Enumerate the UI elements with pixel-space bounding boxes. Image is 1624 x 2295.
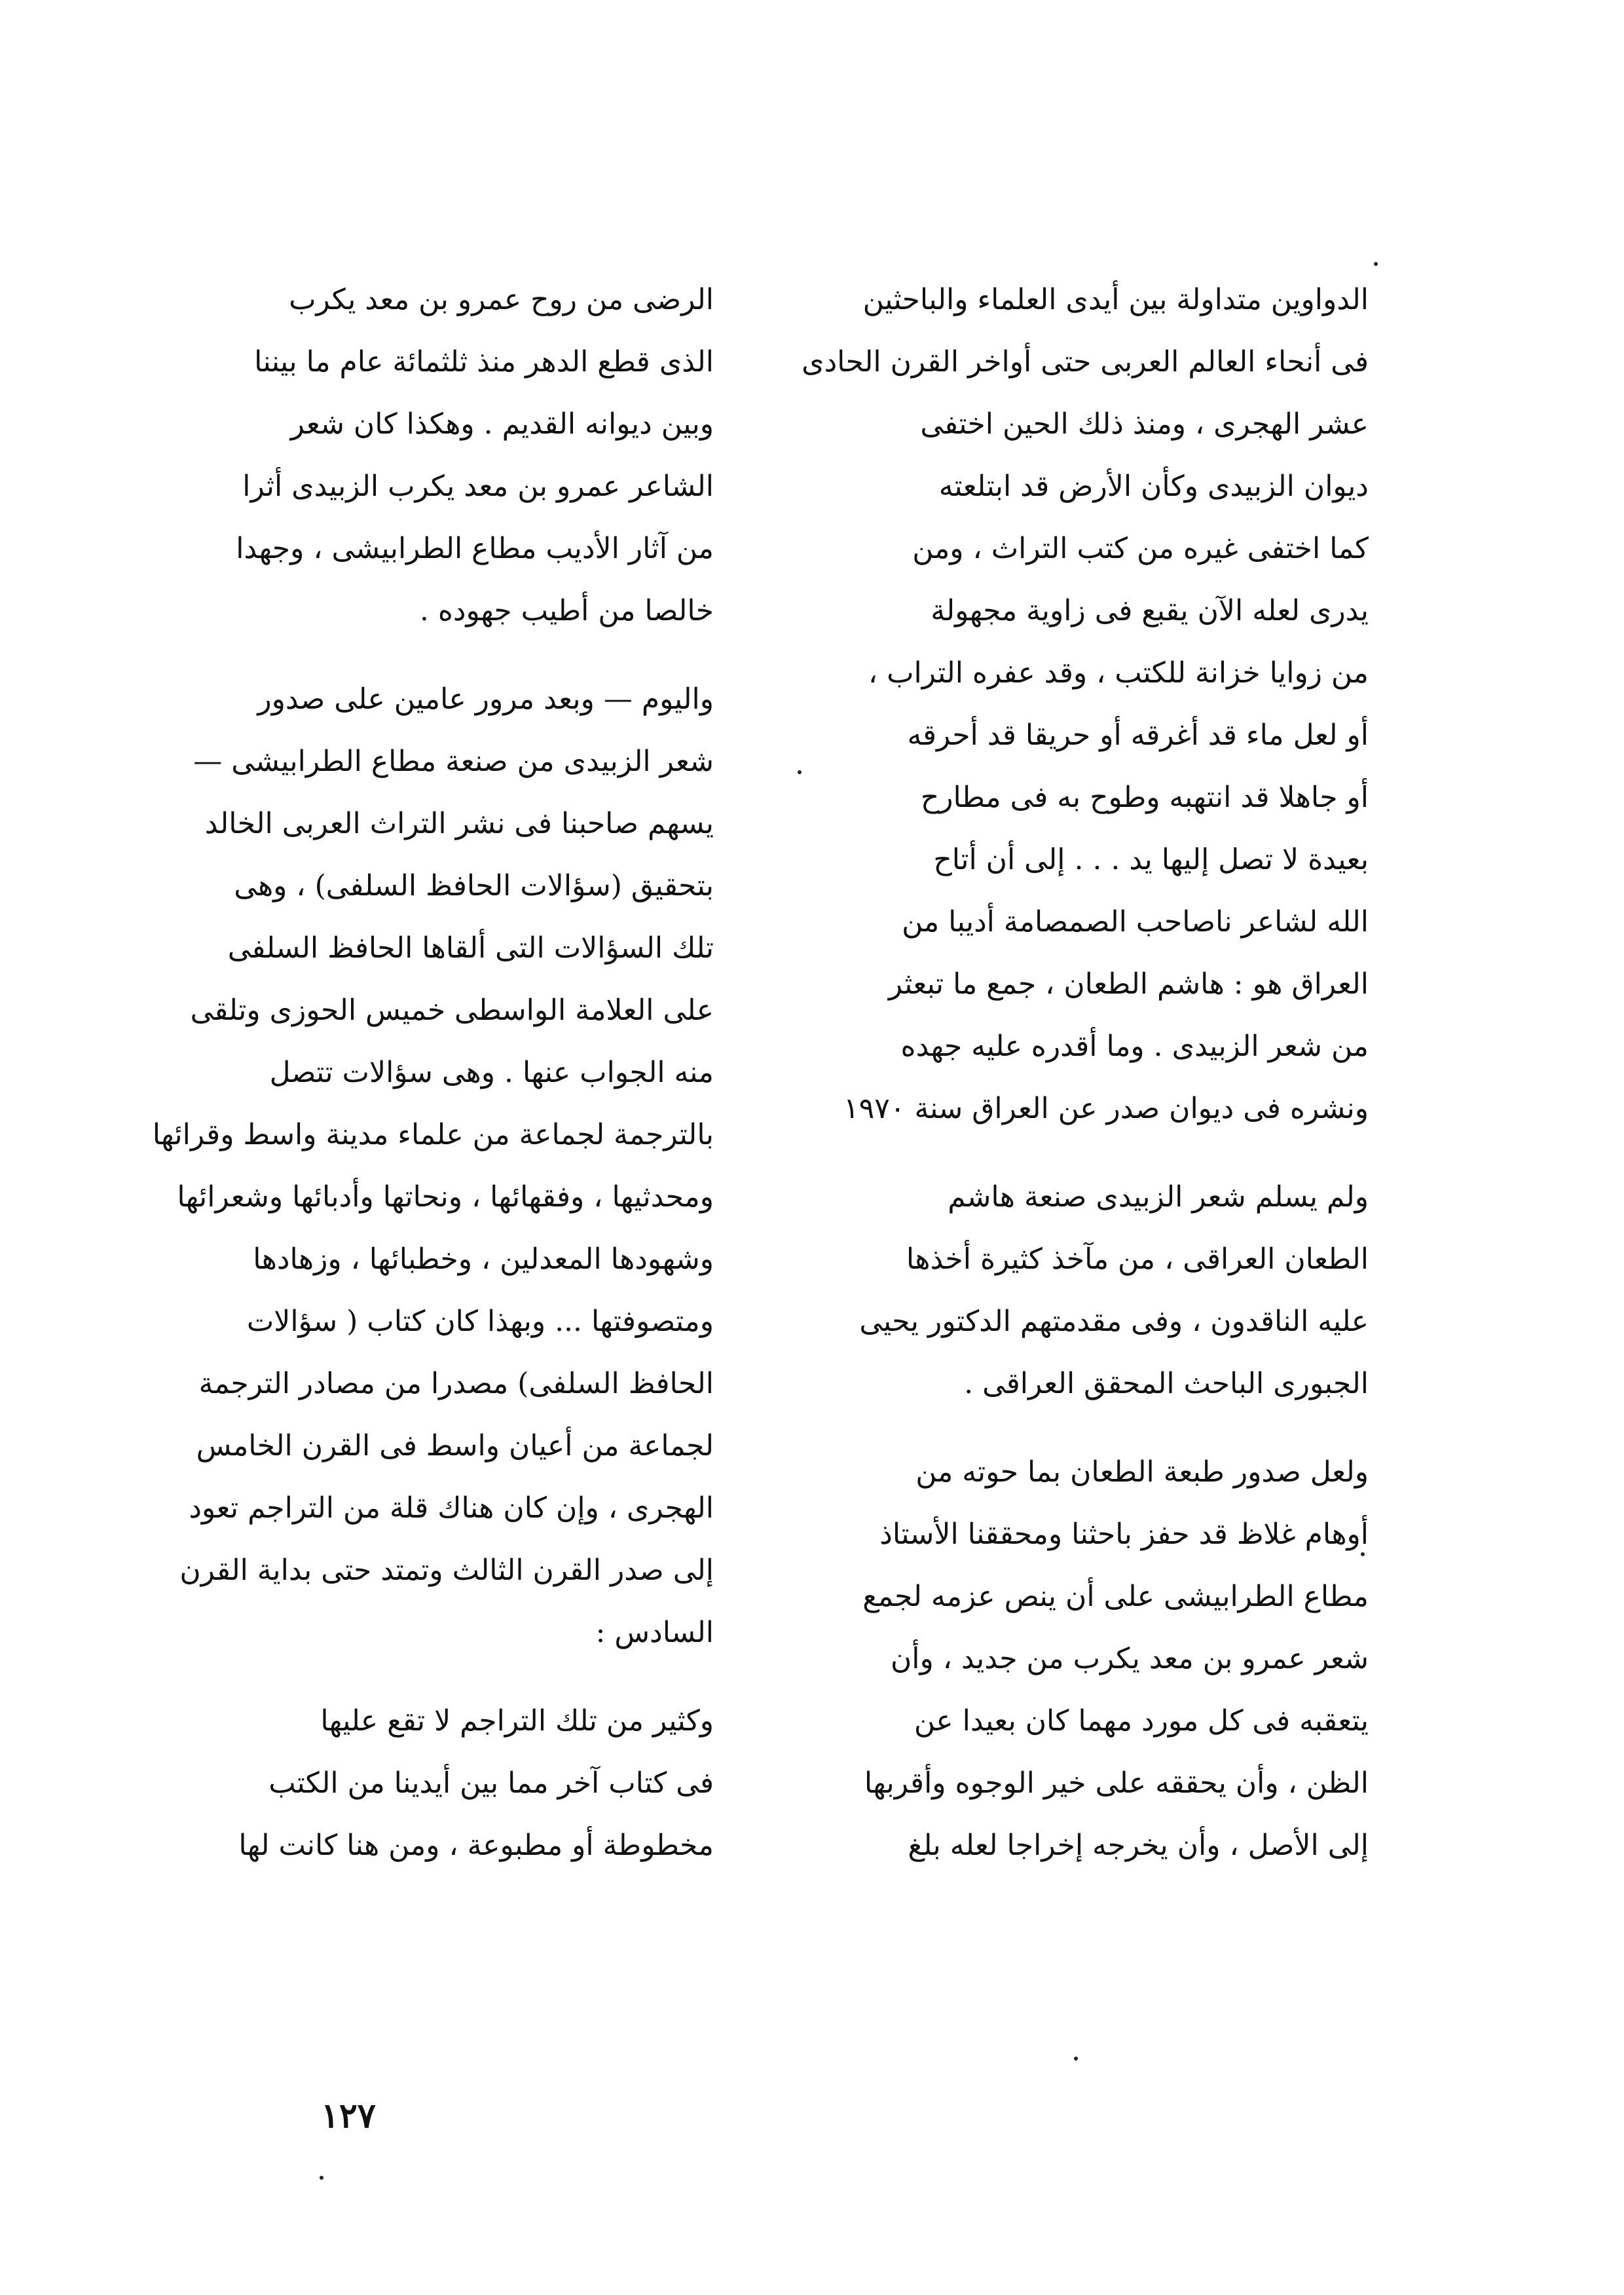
text-line: يتعقبه فى كل مورد مهما كان بعيدا عن xyxy=(913,1704,1369,1738)
text-line: إلى الأصل ، وأن يخرجه إخراجا لعله بلغ xyxy=(908,1829,1369,1862)
text-line: الطعان العراقى ، من مآخذ كثيرة أخذها xyxy=(906,1242,1369,1276)
text-line: الله لشاعر ناصاحب الصمصامة أديبا من xyxy=(902,905,1369,939)
text-line: من آثار الأديب مطاع الطرابيشى ، وجهدا xyxy=(236,532,714,565)
text-line: منه الجواب عنها . وهى سؤالات تتصل xyxy=(269,1056,714,1089)
scan-speck xyxy=(798,770,802,774)
paragraph xyxy=(859,1166,1369,1415)
scan-speck xyxy=(320,2176,323,2180)
scan-speck xyxy=(1074,2057,1078,2061)
text-line: بتحقيق (سؤالات الحافظ السلفى) ، وهى xyxy=(234,869,714,903)
right-column xyxy=(802,269,1369,1876)
text-line: الرضى من روح عمرو بن معد يكرب xyxy=(289,283,714,316)
paragraph xyxy=(862,1441,1369,1876)
text-line: تلك السؤالات التى ألقاها الحافظ السلفى xyxy=(227,931,714,965)
text-line: من شعر الزبيدى . وما أقدره عليه جهده xyxy=(900,1030,1369,1063)
scan-speck xyxy=(1361,1552,1365,1556)
text-line: ولعل صدور طبعة الطعان بما حوته من xyxy=(915,1455,1369,1489)
paragraph-gap xyxy=(871,1140,1369,1166)
text-line: يسهم صاحبنا فى نشر التراث العربى الخالد xyxy=(204,807,714,840)
text-line: ومتصوفتها ... وبهذا كان كتاب ( سؤالات xyxy=(246,1305,714,1338)
text-line: الجبورى الباحث المحقق العراقى . xyxy=(964,1367,1369,1400)
text-line: أو لعل ماء قد أغرقه أو حريقا قد أحرقه xyxy=(907,718,1369,752)
paragraph-gap xyxy=(216,1664,714,1690)
text-line: الدواوين متداولة بين أيدى العلماء والباحثين xyxy=(862,283,1369,316)
text-line: الهجرى ، وإن كان هناك قلة من التراجم تعود xyxy=(189,1491,714,1525)
paragraph-gap xyxy=(216,642,714,668)
left-column xyxy=(152,269,714,1876)
text-line: الشاعر عمرو بن معد يكرب الزبيدى أثرا xyxy=(242,470,714,503)
paragraph xyxy=(216,269,714,642)
text-line: لجماعة من أعيان واسط فى القرن الخامس xyxy=(196,1429,714,1463)
paragraph xyxy=(802,269,1369,1140)
text-line: بالترجمة لجماعة من علماء مدينة واسط وقرائها xyxy=(152,1118,714,1151)
paragraph-gap xyxy=(871,1415,1369,1441)
text-line: من زوايا خزانة للكتب ، وقد عفره التراب ، xyxy=(868,656,1369,690)
text-line: الحافظ السلفى) مصدرا من مصادر الترجمة xyxy=(198,1367,714,1400)
text-line: وكثير من تلك التراجم لا تقع عليها xyxy=(320,1704,714,1738)
text-line: السادس : xyxy=(595,1616,714,1649)
text-line: مخطوطة أو مطبوعة ، ومن هنا كانت لها xyxy=(238,1829,714,1862)
text-line: الذى قطع الدهر منذ ثلثمائة عام ما بيننا xyxy=(254,345,714,379)
text-line: الظن ، وأن يحققه على خير الوجوه وأقربها xyxy=(864,1766,1369,1800)
text-line: إلى صدر القرن الثالث وتمتد حتى بداية القرن xyxy=(179,1554,714,1587)
paragraph xyxy=(216,1690,714,1876)
text-line: ومحدثيها ، وفقهائها ، ونحاتها وأدبائها وشعرائها xyxy=(177,1180,714,1214)
text-line: فى أنحاء العالم العربى حتى أواخر القرن الحادى xyxy=(802,345,1369,379)
text-line: ولم يسلم شعر الزبيدى صنعة هاشم xyxy=(948,1180,1369,1214)
scan-speck xyxy=(1374,262,1378,266)
text-line: مطاع الطرابيشى على أن ينص عزمه لجمع xyxy=(862,1580,1369,1613)
text-line: ونشره فى ديوان صدر عن العراق سنة ١٩٧٠ xyxy=(843,1092,1369,1125)
text-line: عشر الهجرى ، ومنذ ذلك الحين اختفى xyxy=(920,407,1369,441)
text-line: العراق هو : هاشم الطعان ، جمع ما تبعثر xyxy=(888,967,1369,1001)
text-line: يدرى لعله الآن يقبع فى زاوية مجهولة xyxy=(931,594,1369,627)
text-line: ديوان الزبيدى وكأن الأرض قد ابتلعته xyxy=(938,470,1369,503)
text-line: واليوم — وبعد مرور عامين على صدور xyxy=(257,682,714,716)
text-line: شعر الزبيدى من صنعة مطاع الطرابيشى — xyxy=(193,745,714,778)
text-line: شعر عمرو بن معد يكرب من جديد ، وأن xyxy=(890,1642,1369,1675)
text-line: خالصا من أطيب جهوده . xyxy=(419,594,714,627)
text-line: كما اختفى غيره من كتب التراث ، ومن xyxy=(912,532,1369,565)
text-line: أو جاهلا قد انتهبه وطوح به فى مطارح xyxy=(920,781,1369,814)
text-line: على العلامة الواسطى خميس الحوزى وتلقى xyxy=(190,994,714,1027)
text-line: فى كتاب آخر مما بين أيدينا من الكتب xyxy=(268,1766,714,1800)
text-line: عليه الناقدون ، وفى مقدمتهم الدكتور يحيى xyxy=(859,1305,1369,1338)
text-line: وشهودها المعدلين ، وخطبائها ، وزهادها xyxy=(253,1242,714,1276)
text-line: وبين ديوانه القديم . وهكذا كان شعر xyxy=(290,407,714,441)
page-number: ١٢٧ xyxy=(321,2096,376,2136)
paragraph xyxy=(152,668,714,1664)
text-line: أوهام غلاظ قد حفز باحثنا ومحققنا الأستاذ xyxy=(879,1518,1369,1551)
text-line: بعيدة لا تصل إليها يد . . . إلى أن أتاح xyxy=(933,843,1369,876)
